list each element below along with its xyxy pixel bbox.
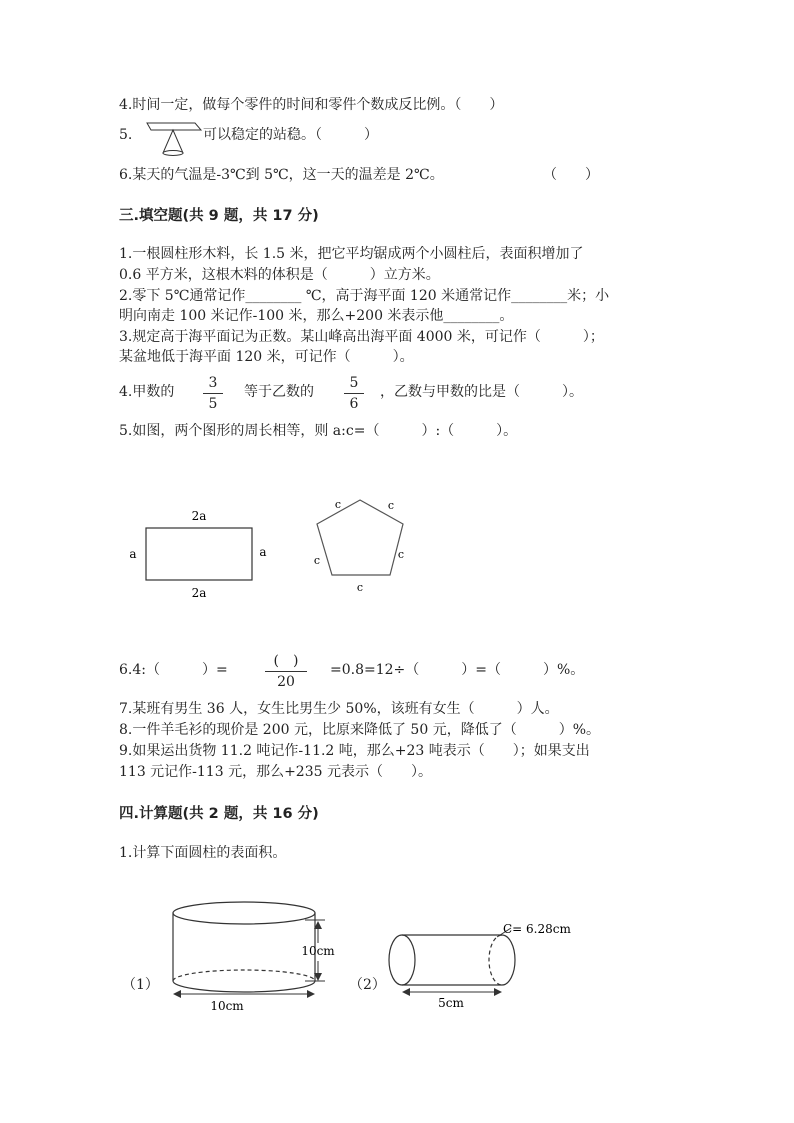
fraction-five-sixths: 5 6 — [344, 374, 364, 413]
fraction-blank-over-20: ( ) 20 — [265, 652, 307, 691]
fill-q2-line1: 2.零下 5℃通常记作________ ℃，高于海平面 120 米通常记作________米；小 — [119, 288, 610, 304]
rect-left-label: a — [129, 547, 137, 561]
fill-q3-line1: 3.规定高于海平面记为正数。某山峰高出海平面 4000 米，可记作（ ）； — [119, 329, 604, 345]
judge-q4: 4.时间一定，做每个零件的时间和零件个数成反比例。（ ） — [119, 97, 504, 113]
fill-q9-line2: 113 元记作-113 元，那么+235 元表示（ ）。 — [119, 764, 432, 780]
pentagon-side-label: c — [313, 554, 321, 567]
fill-q3-line2: 某盆地低于海平面 120 米，可记作（ ）。 — [119, 349, 414, 365]
cylinder1-diameter-label: 10cm — [210, 999, 244, 1013]
figure2-label: （2） — [349, 977, 386, 993]
fill-q4-part2: 等于乙数的 — [244, 384, 314, 400]
rect-top-label: 2a — [191, 509, 207, 523]
fill-q4-part1: 4.甲数的 — [119, 384, 175, 400]
section-3-title: 三.填空题(共 9 题，共 17 分) — [119, 208, 319, 224]
fill-q5: 5.如图，两个图形的周长相等，则 a:c=（ ）:（ ）。 — [119, 423, 518, 439]
cylinder1-height-label: 10cm — [301, 944, 335, 958]
fill-q7: 7.某班有男生 36 人，女生比男生少 50%，该班有女生（ ）人。 — [119, 701, 559, 717]
fraction-three-fifths: 3 5 — [203, 374, 223, 413]
calc-q1: 1.计算下面圆柱的表面积。 — [119, 845, 287, 861]
cylinder2-length-label: 5cm — [438, 996, 464, 1010]
balance-figure — [143, 118, 203, 160]
section-4-title: 四.计算题(共 2 题，共 16 分) — [119, 806, 319, 822]
rectangle-shape — [146, 528, 252, 580]
perimeter-figure — [120, 490, 420, 605]
cylinder-figure-2 — [385, 915, 575, 1015]
fill-q8: 8.一件羊毛衫的现价是 200 元，比原来降低了 50 元，降低了（ ）%。 — [119, 722, 600, 738]
fill-q9-line1: 9.如果运出货物 11.2 吨记作-11.2 吨，那么+23 吨表示（ ）；如果支出 — [119, 743, 590, 759]
fill-q4-part3: ，乙数与甲数的比是（ ）。 — [380, 384, 583, 400]
pentagon-side-label: c — [334, 498, 342, 511]
rect-bottom-label: 2a — [191, 586, 207, 600]
fill-q6-part2: =0.8=12÷（ ）=（ ）%。 — [330, 662, 585, 678]
rect-right-label: a — [259, 545, 267, 559]
judge-q6-paren: （ ） — [543, 167, 599, 183]
fill-q2-line2: 明向南走 100 米记作-100 米，那么+200 米表示他________。 — [119, 308, 514, 324]
pentagon-side-label: c — [356, 581, 364, 594]
fill-q1-line2: 0.6 平方米，这根木料的体积是（ ）立方米。 — [119, 267, 440, 283]
figure1-label: （1） — [122, 977, 159, 993]
judge-q5-text: 可以稳定的站稳。（ ） — [203, 127, 378, 143]
fill-q1-line1: 1.一根圆柱形木料，长 1.5 米，把它平均锯成两个小圆柱后，表面积增加了 — [119, 246, 584, 262]
fill-q6-part1: 6.4:（ ）= — [119, 662, 228, 678]
judge-q6: 6.某天的气温是-3℃到 5℃，这一天的温差是 2℃。 — [119, 167, 444, 183]
cylinder-figure-1 — [165, 895, 375, 1020]
judge-q5-number: 5. — [119, 127, 133, 143]
cylinder2-circumference-label: C= 6.28cm — [503, 922, 571, 936]
pentagon-side-label: c — [387, 499, 395, 512]
pentagon-side-label: c — [397, 548, 405, 561]
